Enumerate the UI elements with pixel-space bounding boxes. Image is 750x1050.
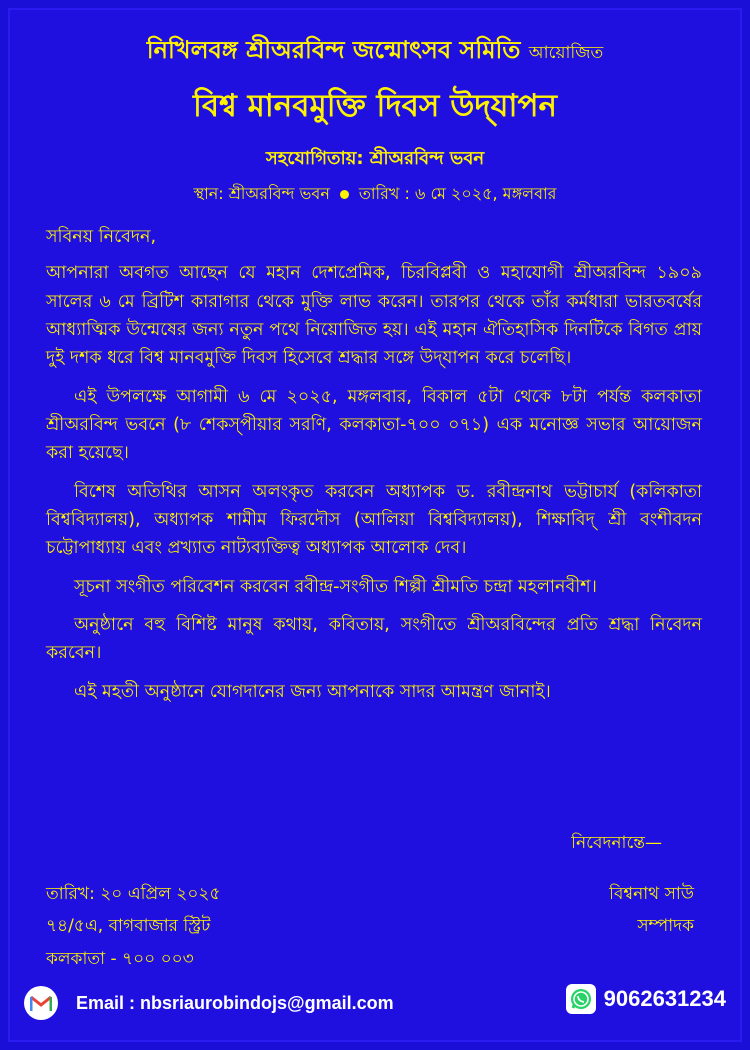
- paragraph-event-details: এই উপলক্ষে আগামী ৬ মে ২০২৫, মঙ্গলবার, বিকাল ৫টা থেকে ৮টা পর্যন্ত কলকাতা শ্রীঅরবিন্দ ভবনে (৮ শেকস্‌পীয়ার সরণি, কলকাতা-৭০০ ০৭১) এক মনোজ্ঞ সভার আয়োজন করা হয়েছে।: [46, 386, 702, 464]
- email-address[interactable]: Email : nbsriaurobindojs@gmail.com: [76, 992, 394, 1013]
- letter-date: তারিখ: ২০ এপ্রিল ২০২৫: [46, 884, 221, 904]
- paragraph-guests: বিশেষ অতিথির আসন অলংকৃত করবেন অধ্যাপক ড. রবীন্দ্রনাথ ভট্টাচার্য (কলিকাতা বিশ্ববিদ্যালয়), অধ্যাপক শামীম ফিরদৌস (আলিয়া বিশ্ববিদ্যালয়), শিক্ষাবিদ্‌ শ্রী বংশীবদন চট্টোপাধ্যায় এবং প্রখ্যাত নাট্যব্যক্তিত্ব অধ্যাপক আলোক দেব।: [46, 481, 702, 559]
- bullet-dot: [340, 190, 349, 199]
- organizer-line: [8, 32, 742, 72]
- gmail-icon: [24, 986, 58, 1020]
- whatsapp-icon: [566, 984, 596, 1014]
- venue-date-line: [8, 181, 742, 208]
- venue-text: স্থান: শ্রীঅরবিন্দ ভবন: [193, 184, 330, 203]
- contact-bar: [0, 982, 750, 1022]
- paragraph-intro: আপনারা অবগত আছেন যে মহান দেশপ্রেমিক, চিরবিপ্লবী ও মহাযোগী শ্রীঅরবিন্দ ১৯০৯ সালের ৬ মে ব্রিটিশ কারাগার থেকে মুক্তি লাভ করেন। তারপর থেকে তাঁর কর্মধারা ভারতবর্ষের আধ্যাত্মিক উন্মেষের জন্য নতুন পথে নিয়োজিত হয়। এই মহান ঐতিহাসিক দিনটিকে বিগত প্রায় দুই দশক ধরে বিশ্ব মানবমুক্তি দিবস হিসেবে শ্রদ্ধার সঙ্গে উদ্‌যাপন করে চলেছি।: [46, 263, 702, 369]
- paragraph-tributes: অনুষ্ঠানে বহু বিশিষ্ট মানুষ কথায়, কবিতায়, সংগীতে শ্রীঅরবিন্দের প্রতি শ্রদ্ধা নিবেদন করবেন।: [46, 615, 702, 664]
- email-contact[interactable]: [24, 986, 394, 1020]
- event-date-text: তারিখ : ৬ মে ২০২৫, মঙ্গলবার: [358, 184, 557, 203]
- letter-body: [46, 223, 702, 716]
- cohost-line: সহযোগিতায়: শ্রীঅরবিন্দ ভবন: [265, 148, 485, 169]
- paragraph-invitation: এই মহতী অনুষ্ঠানে যোগদানের জন্য আপনাকে সাদর আমন্ত্রণ জানাই।: [74, 681, 551, 702]
- address-line-1: ৭৪/৫এ, বাগবাজার স্ট্রিট: [46, 916, 211, 937]
- signatory-name: বিশ্বনাথ সাউ: [609, 884, 694, 904]
- event-title: বিশ্ব মানবমুক্তি দিবস উদ্‌যাপন: [192, 88, 558, 124]
- paragraph-opening-song: সূচনা সংগীত পরিবেশন করবেন রবীন্দ্র-সংগীত শিল্পী শ্রীমতি চন্দ্রা মহলানবীশ।: [74, 576, 597, 597]
- salutation: সবিনয় নিবেদন,: [46, 227, 157, 247]
- address-line-2: কলকাতা - ৭০০ ০০৩: [46, 948, 194, 969]
- invitation-card: [8, 8, 742, 1042]
- phone-number[interactable]: 9062631234: [603, 986, 726, 1011]
- closing-line: নিবেদনান্তে—: [571, 833, 662, 853]
- phone-contact[interactable]: [566, 984, 726, 1014]
- header: [8, 32, 742, 208]
- organizer-suffix: আয়োজিত: [528, 43, 604, 63]
- footer-signatory: [609, 878, 694, 943]
- organizer-name: নিখিলবঙ্গ শ্রীঅরবিন্দ জন্মোৎসব সমিতি: [146, 36, 521, 64]
- signatory-title: সম্পাদক: [637, 916, 694, 937]
- footer-address: [46, 878, 220, 975]
